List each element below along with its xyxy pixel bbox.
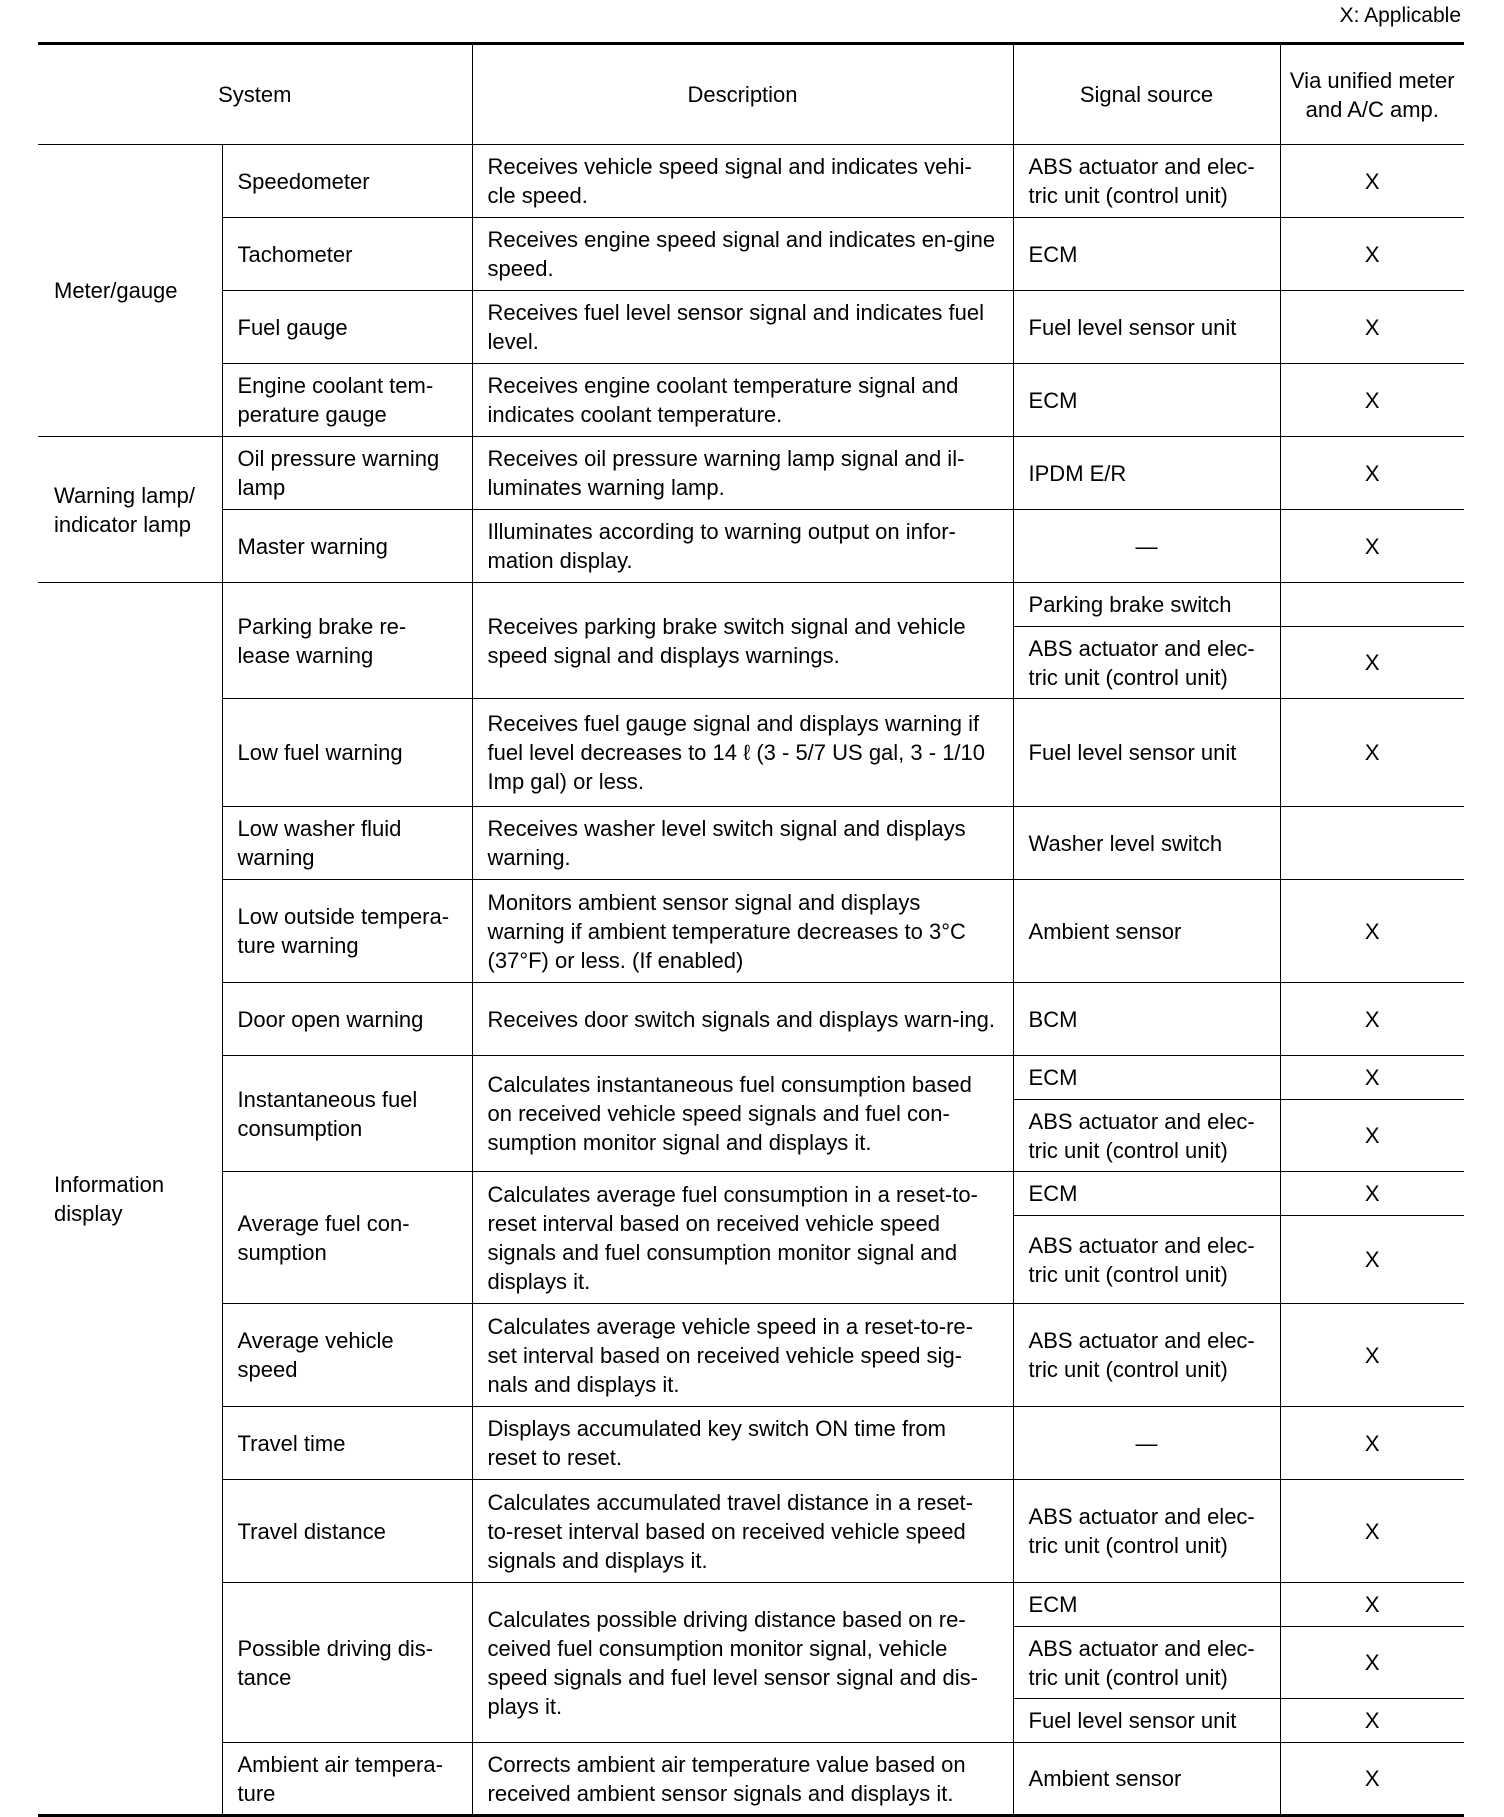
group-name: Warning lamp/ indicator lamp [38,437,222,583]
table-row [38,1583,1464,1627]
applicable-mark: X [1280,1699,1464,1743]
item-name: Speedometer [222,145,472,218]
item-description: Receives vehicle speed signal and indicates vehi-cle speed. [472,145,1013,218]
item-name: Fuel gauge [222,291,472,364]
header-signal-source: Signal source [1013,44,1280,145]
item-name: Instantaneous fuel consumption [222,1056,472,1172]
header-via: Via unified meter and A/C amp. [1280,44,1464,145]
item-name: Travel time [222,1407,472,1480]
item-description: Receives door switch signals and displays warn-ing. [472,983,1013,1056]
signal-source: Fuel level sensor unit [1013,699,1280,807]
signal-source: BCM [1013,983,1280,1056]
signal-source: Ambient sensor [1013,880,1280,983]
table-row [38,437,1464,510]
applicable-mark: X [1280,627,1464,699]
item-name: Low fuel warning [222,699,472,807]
applicable-mark: X [1280,1743,1464,1816]
item-description: Receives oil pressure warning lamp signal and il-luminates warning lamp. [472,437,1013,510]
applicable-mark: X [1280,1627,1464,1699]
signal-source: Washer level switch [1013,807,1280,880]
item-description: Displays accumulated key switch ON time from reset to reset. [472,1407,1013,1480]
item-description: Calculates accumulated travel distance in a reset-to-reset interval based on received vehicle speed signals and displays it. [472,1480,1013,1583]
applicable-mark: X [1280,437,1464,510]
item-name: Average vehicle speed [222,1304,472,1407]
item-name: Low outside tempera-ture warning [222,880,472,983]
table-row [38,880,1464,983]
item-description: Receives engine speed signal and indicates en-gine speed. [472,218,1013,291]
item-description: Receives washer level switch signal and displays warning. [472,807,1013,880]
system-table [38,42,1464,1817]
signal-source: ECM [1013,218,1280,291]
applicable-mark [1280,807,1464,880]
item-name: Low washer fluid warning [222,807,472,880]
applicable-mark: X [1280,218,1464,291]
applicable-mark: X [1280,1100,1464,1172]
header-system: System [38,44,472,145]
applicable-mark [1280,583,1464,627]
item-name: Travel distance [222,1480,472,1583]
applicable-mark: X [1280,1216,1464,1304]
item-name: Average fuel con-sumption [222,1172,472,1304]
item-name: Ambient air tempera-ture [222,1743,472,1816]
header-row [38,44,1464,145]
item-description: Calculates average fuel consumption in a reset-to-reset interval based on received vehicle speed signals and fuel consumption monitor signal and displays it. [472,1172,1013,1304]
table-row [38,1743,1464,1816]
applicable-mark: X [1280,1056,1464,1100]
item-name: Master warning [222,510,472,583]
item-description: Calculates instantaneous fuel consumption based on received vehicle speed signals and fuel con-sumption monitor signal and displays it. [472,1056,1013,1172]
item-description: Illuminates according to warning output on infor-mation display. [472,510,1013,583]
signal-source: IPDM E/R [1013,437,1280,510]
item-description: Calculates average vehicle speed in a reset-to-re-set interval based on received vehicle speed sig-nals and displays it. [472,1304,1013,1407]
item-description: Receives fuel gauge signal and displays warning if fuel level decreases to 14 ℓ (3 - 5/7 US gal, 3 - 1/10 Imp gal) or less. [472,699,1013,807]
item-description: Calculates possible driving distance based on re-ceived fuel consumption monitor signal, vehicle speed signals and fuel level sensor signal and dis-plays it. [472,1583,1013,1743]
applicable-mark: X [1280,291,1464,364]
group-name: Meter/gauge [38,145,222,437]
item-name: Parking brake re-lease warning [222,583,472,699]
table-row [38,807,1464,880]
header-description: Description [472,44,1013,145]
applicable-mark: X [1280,1583,1464,1627]
table-row [38,218,1464,291]
item-name: Door open warning [222,983,472,1056]
signal-source: ABS actuator and elec-tric unit (control unit) [1013,1304,1280,1407]
item-name: Tachometer [222,218,472,291]
table-row [38,291,1464,364]
table-row [38,1056,1464,1100]
signal-source: ECM [1013,1172,1280,1216]
item-description: Receives engine coolant temperature signal and indicates coolant temperature. [472,364,1013,437]
applicable-mark: X [1280,1304,1464,1407]
signal-source: Fuel level sensor unit [1013,1699,1280,1743]
table-body [38,145,1464,1816]
table-row [38,1407,1464,1480]
applicable-mark: X [1280,1172,1464,1216]
item-description: Corrects ambient air temperature value based on received ambient sensor signals and displays it. [472,1743,1013,1816]
signal-source: Fuel level sensor unit [1013,291,1280,364]
table-row [38,1480,1464,1583]
signal-source: ABS actuator and elec-tric unit (control unit) [1013,627,1280,699]
item-description: Monitors ambient sensor signal and displays warning if ambient temperature decreases to 3°C (37°F) or less. (If enabled) [472,880,1013,983]
table-row [38,1304,1464,1407]
group-name: Information display [38,583,222,1816]
table-row [38,983,1464,1056]
signal-source: ECM [1013,1583,1280,1627]
signal-source: Ambient sensor [1013,1743,1280,1816]
signal-source: ECM [1013,364,1280,437]
legend: X: Applicable [1339,4,1461,27]
table-row [38,364,1464,437]
item-name: Oil pressure warning lamp [222,437,472,510]
applicable-mark: X [1280,983,1464,1056]
table-row [38,145,1464,218]
applicable-mark: X [1280,880,1464,983]
signal-source: ABS actuator and elec-tric unit (control unit) [1013,1627,1280,1699]
item-description: Receives fuel level sensor signal and indicates fuel level. [472,291,1013,364]
table-row [38,699,1464,807]
table-row [38,583,1464,627]
table-row [38,510,1464,583]
item-name: Possible driving dis-tance [222,1583,472,1743]
applicable-mark: X [1280,1407,1464,1480]
signal-source: ABS actuator and elec-tric unit (control unit) [1013,145,1280,218]
applicable-mark: X [1280,364,1464,437]
applicable-mark: X [1280,145,1464,218]
signal-source: — [1013,510,1280,583]
signal-source: — [1013,1407,1280,1480]
item-name: Engine coolant tem-perature gauge [222,364,472,437]
table-row [38,1172,1464,1216]
signal-source: ECM [1013,1056,1280,1100]
signal-source: ABS actuator and elec-tric unit (control unit) [1013,1216,1280,1304]
applicable-mark: X [1280,510,1464,583]
signal-source: ABS actuator and elec-tric unit (control unit) [1013,1100,1280,1172]
item-description: Receives parking brake switch signal and vehicle speed signal and displays warnings. [472,583,1013,699]
applicable-mark: X [1280,699,1464,807]
signal-source: ABS actuator and elec-tric unit (control unit) [1013,1480,1280,1583]
applicable-mark: X [1280,1480,1464,1583]
signal-source: Parking brake switch [1013,583,1280,627]
